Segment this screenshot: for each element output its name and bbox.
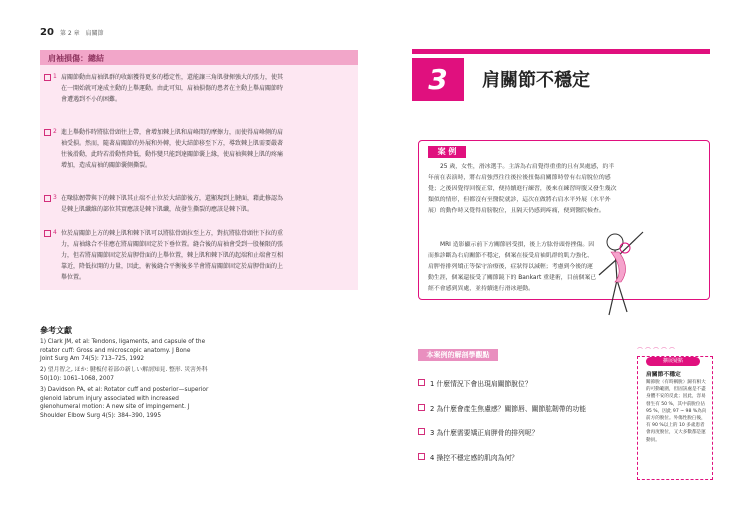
- sidebar-tag: 擴展疑點: [646, 357, 700, 366]
- reference-item: [40, 338, 280, 364]
- reference-text: Clark JM, et al: Tendons, ligaments, and capsule of the rotator cuff: Gross and microscopic anatomy. J Bone Joint Surg Am 74(5): 713–725, 1992: [40, 339, 206, 363]
- case-paragraph-1: 25 歲，女性，滑冰選手。主訴為右肩覺得重重的且有異處感，約半年前在表演時，將右肩強烈往往後拉後扭傷肩關節時曾有右肩脫位的感覺；之後因覺得回復正常，便持續進行練習，後來在練習時腹又發生幾次類似的情形，但都沒有至醫院就診，這次在做將右肩水平外展（水平外展）的動作時又覺得肩膀脫位，且隔天仍感到疼痛，便到醫院檢查。: [428, 164, 617, 214]
- checkbox-icon: [418, 379, 425, 386]
- case-label: 案 例: [428, 146, 466, 158]
- summary-item-number: 4: [53, 229, 57, 236]
- question-text: 2 為什麼會產生焦慮感？關節唇、關節肱韌帶的功能: [430, 405, 587, 413]
- checkbox-icon: [418, 404, 425, 411]
- summary-item-text: 進上舉動作時將肱骨頭往上帶，會增加棘上肌和肩峰間的摩擦力，而使得肩峰側的肩袖受損。然而，隨著肩關節的外展和外轉，使大結節移至下方，導致棘上肌需要嚴著往後滑動，此時若滑動性降低，動作變只能到達關節囊上緣，使肩袖與棘上肌的疼痛增加，造成肩袖的關節囊側撕裂。: [61, 129, 284, 169]
- reference-item: [40, 366, 280, 383]
- question-text: 3 為什麼需要矯正肩胛骨的排列呢？: [430, 429, 539, 437]
- summary-item-text: 肩關節動由肩袖肌群的收縮獲得更多的穩定性，還能讓三角肌發揮強大的張力，使其在一開始就可達成主動的上舉運動。由此可知，肩袖損傷的患者在主動上舉肩關節時會遭遇到不小的困難。: [61, 74, 284, 103]
- summary-item-text: 位於肩關節上方的棘上肌和棘下肌可以將肱骨頭拉至上方，對抗將肱骨頭往下拉的重力，肩袖緣合不佳應在將肩關節固定於下垂位置。縫合後的肩袖會受到一股極限的張力，但若將肩關節固定於肩胛骨面的上舉位置，棘上肌和棘下肌的起端和止端會互相靠近，降低拉開的力量，因此，術後縫合平衡後多半會將肩關節固定於肩胛骨面的上舉位置。: [61, 230, 284, 281]
- checkbox-icon: [44, 74, 51, 81]
- reference-number: 3): [40, 387, 46, 393]
- page-number: 20: [40, 27, 54, 38]
- chapter-title: 肩關節不穩定: [482, 70, 590, 91]
- sidebar-title: 肩關節不穩定: [646, 372, 681, 378]
- chapter-header: 第 2 章 肩關節: [60, 30, 104, 37]
- checkbox-icon: [418, 428, 425, 435]
- summary-item-text: 在喙肱韌帶與下的棘下肌其止端不止位於大結節後方，還顯現到上腱面，藉此修認為是棘上肌纖維的部位其實應該是棘下肌纖，故發生撕裂的應該是棘下肌。: [61, 195, 284, 213]
- question-text: 1 什麼情況下會出現肩關節脫位？: [430, 380, 532, 388]
- summary-title: 肩袖損傷：總結: [48, 54, 104, 63]
- sidebar-decoration: ⌒⌒⌒⌒⌒: [637, 348, 678, 355]
- reference-text: Davidson PA, et al: Rotator cuff and posterior—superior glenoid labrum injury associated with increased glenohumeral motion: A new site of impingement. J Shoulder Elbow Surg 4(5): 384–390, 1995: [40, 387, 209, 419]
- reference-item: [40, 386, 280, 420]
- reference-number: 1): [40, 339, 46, 345]
- question-text: 4 操控不穩定感的肌肉為何？: [430, 454, 519, 462]
- summary-item-number: 2: [53, 128, 57, 135]
- chapter-number: 3: [412, 58, 464, 101]
- summary-item-number: 3: [53, 194, 57, 201]
- reference-number: 2): [40, 367, 46, 373]
- case-paragraph-2: MRI 造影顯示前下方關節唇受損，後上方肱骨頭骨挫傷。因而推診斷為右肩關節不穩定，個案在接受肩袖肌群的肌力強化、肩胛骨排列矯正等保守治療後，症狀得以減輕；考慮到今後的運動生涯，個案還接受了關節鏡下的 Bankart 重建術，目前個案已經不會感到異處，並持續進行滑冰運動。: [428, 242, 597, 292]
- skater-illustration: [585, 220, 665, 320]
- checkbox-icon: [418, 453, 425, 460]
- reference-text: 望月智之, ほか: 腱板付着部の新しい解剖知見. 整形. 災害外科 50(10): 1061–1068, 2007: [40, 367, 208, 382]
- checkbox-icon: [44, 129, 51, 136]
- questions-header: 本案例的解剖學觀點: [418, 349, 498, 361]
- checkbox-icon: [44, 195, 51, 202]
- sidebar-body: 關節脫（有時稱脫）歸有相大的可動範圍，但固該處是不盡身體不安的反此；因此，容易發生有 50 %，其中前脫位佔 95 %，因此 97 ~ 98 %為向前方的脫位。外傷性脫臼後，有 90 %以上的 10 多歲患者會再度脫位，又大多數都是運動員。: [646, 380, 707, 443]
- chapter-top-bar: [412, 49, 710, 54]
- summary-item-number: 1: [53, 73, 57, 80]
- references-title: 參考文獻: [40, 326, 72, 335]
- checkbox-icon: [44, 230, 51, 237]
